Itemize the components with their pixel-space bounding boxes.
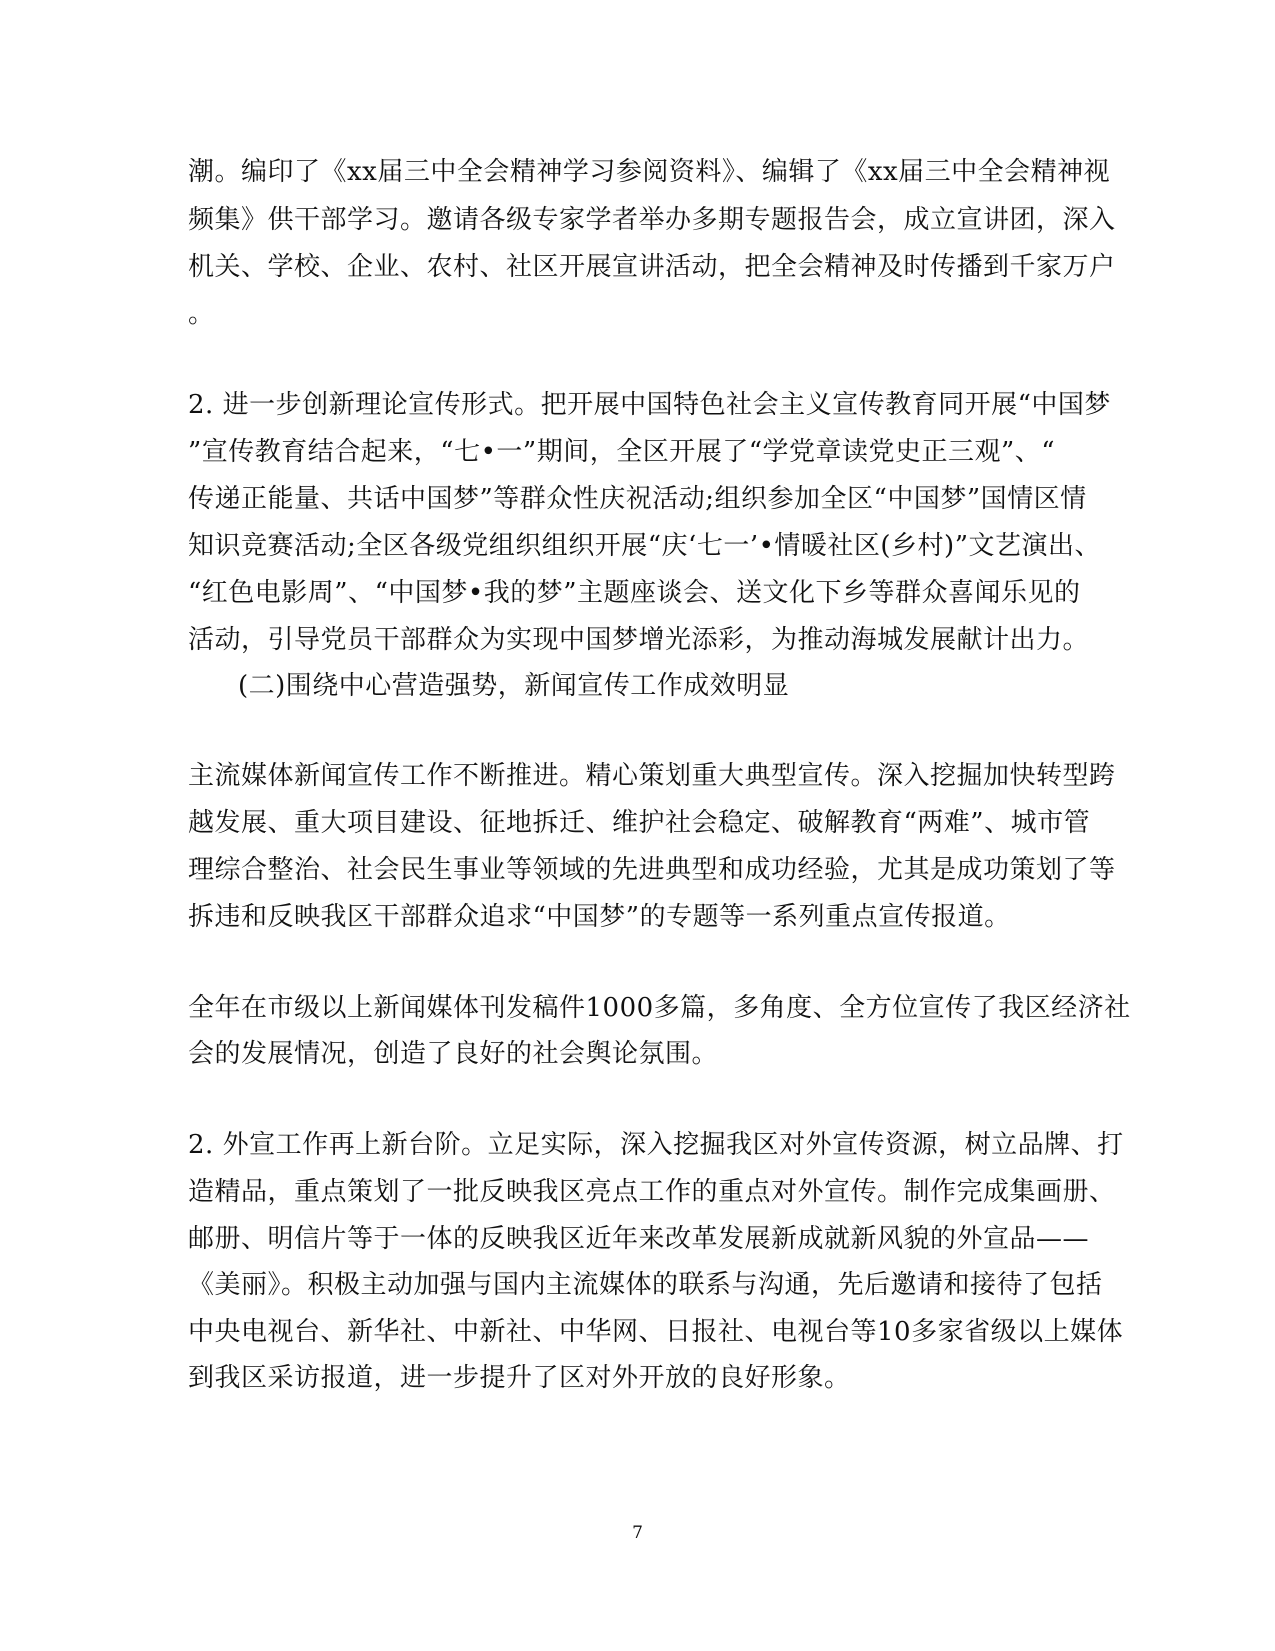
- text-line: 造精品，重点策划了一批反映我区亮点工作的重点对外宣传。制作完成集画册、: [188, 1177, 1116, 1207]
- page-number: 7: [632, 1523, 643, 1543]
- text-line: ”宣传教育结合起来，“七•一”期间，全区开展了“学党章读党史正三观”、“: [188, 437, 1056, 467]
- text-line: 理综合整治、社会民生事业等领域的先进典型和成功经验，尤其是成功策划了等: [188, 855, 1116, 885]
- text-line: 2. 外宣工作再上新台阶。立足实际，深入挖掘我区对外宣传资源，树立品牌、打: [188, 1130, 1124, 1160]
- text-line: 越发展、重大项目建设、征地拆迁、维护社会稳定、破解教育“两难”、城市管: [188, 808, 1091, 838]
- text-line: 中央电视台、新华社、中新社、中华网、日报社、电视台等10多家省级以上媒体: [188, 1317, 1124, 1347]
- text-line: 传递正能量、共话中国梦”等群众性庆祝活动;组织参加全区“中国梦”国情区情: [188, 484, 1087, 514]
- text-line: 全年在市级以上新闻媒体刊发稿件1000多篇，多角度、全方位宣传了我区经济社: [188, 993, 1131, 1023]
- text-line: 知识竞赛活动;全区各级党组织组织开展“庆‘七一’•情暖社区(乡村)”文艺演出、: [188, 531, 1101, 561]
- text-line: 拆违和反映我区干部群众追求“中国梦”的专题等一系列重点宣传报道。: [188, 902, 1011, 932]
- text-line: 到我区采访报道，进一步提升了区对外开放的良好形象。: [188, 1363, 851, 1393]
- text-line: 活动，引导党员干部群众为实现中国梦增光添彩，为推动海城发展献计出力。: [188, 625, 1090, 655]
- text-line: 频集》供干部学习。邀请各级专家学者举办多期专题报告会，成立宣讲团，深入: [188, 205, 1116, 235]
- text-line: 《美丽》。积极主动加强与国内主流媒体的联系与沟通，先后邀请和接待了包括: [188, 1270, 1103, 1300]
- text-line: 潮。编印了《xx届三中全会精神学习参阅资料》、编辑了《xx届三中全会精神视: [188, 157, 1111, 187]
- text-line: “红色电影周”、“中国梦•我的梦”主题座谈会、送文化下乡等群众喜闻乐见的: [188, 578, 1081, 608]
- text-line: 邮册、明信片等于一体的反映我区近年来改革发展新成就新风貌的外宣品——: [188, 1224, 1090, 1254]
- text-line: 。: [188, 299, 215, 329]
- section-heading-news-publicity: (二)围绕中心营造强势，新闻宣传工作成效明显: [238, 671, 790, 701]
- text-line: 2. 进一步创新理论宣传形式。把开展中国特色社会主义宣传教育同开展“中国梦: [188, 390, 1111, 420]
- text-line: 机关、学校、企业、农村、社区开展宣讲活动，把全会精神及时传播到千家万户: [188, 252, 1116, 282]
- text-line: 主流媒体新闻宣传工作不断推进。精心策划重大典型宣传。深入挖掘加快转型跨: [188, 761, 1116, 791]
- text-line: 会的发展情况，创造了良好的社会舆论氛围。: [188, 1039, 719, 1069]
